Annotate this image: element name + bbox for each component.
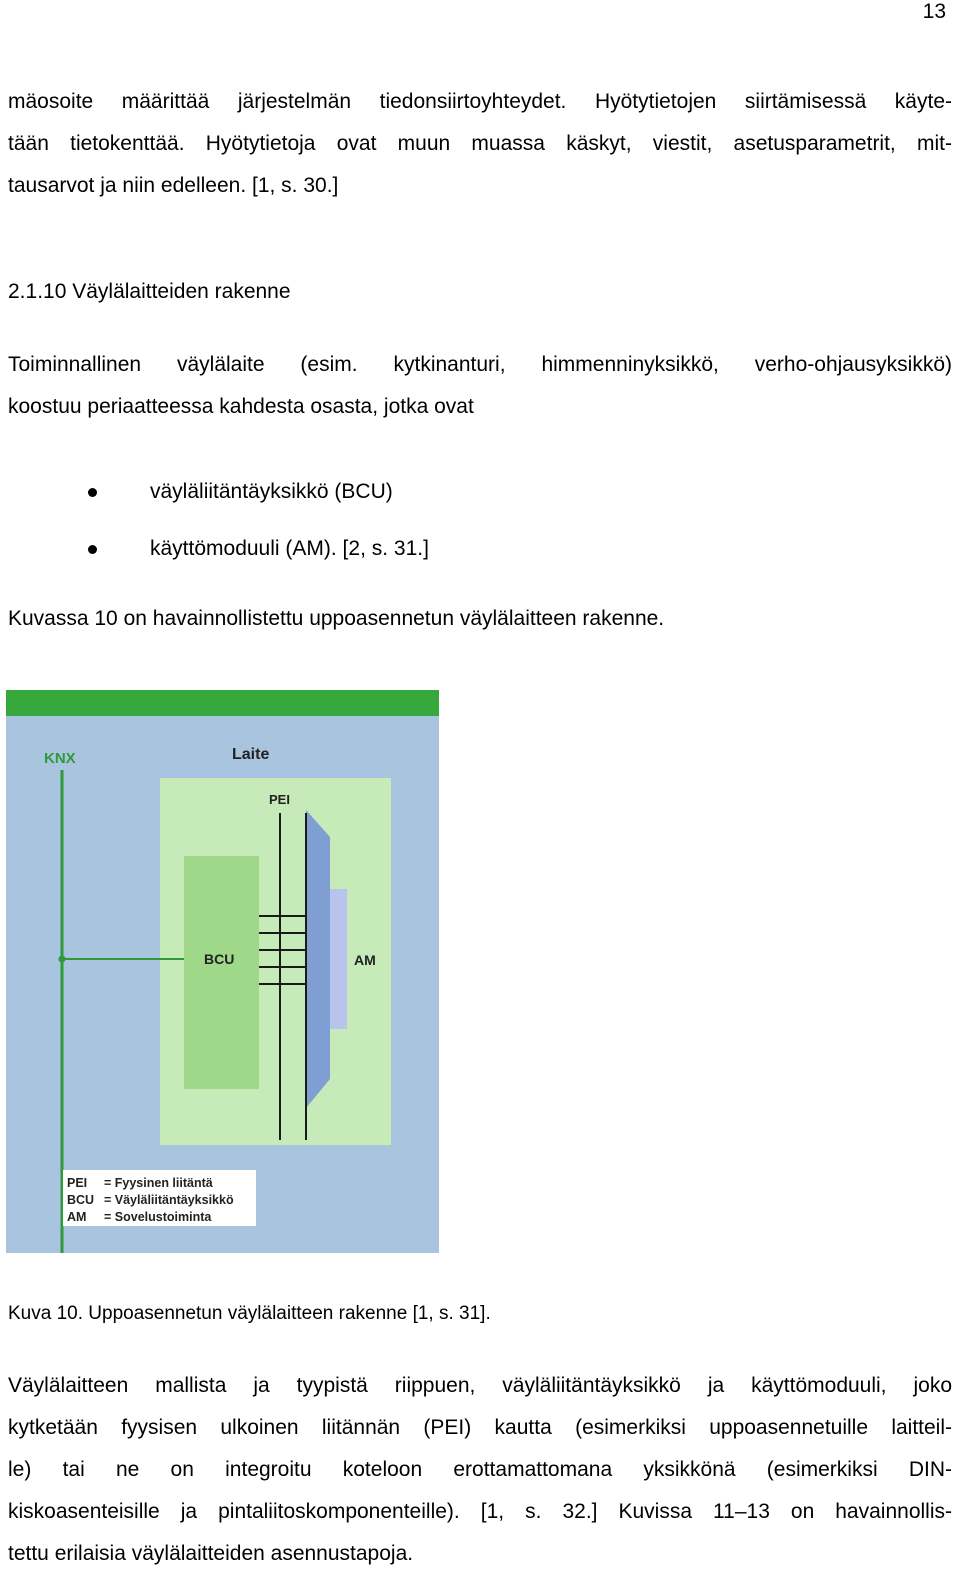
pei-label: PEI bbox=[269, 792, 290, 807]
bullet-item-1: väyläliitäntäyksikkö (BCU) bbox=[150, 480, 393, 503]
section-para-line-2: koostuu periaatteessa kahdesta osasta, jotka ovat bbox=[8, 395, 474, 418]
legend-abbr-bcu: BCU bbox=[67, 1193, 95, 1207]
section-heading: 2.1.10 Väylälaitteiden rakenne bbox=[8, 280, 291, 303]
legend-abbr-pei: PEI bbox=[67, 1176, 88, 1190]
figure-intro: Kuvassa 10 on havainnollistettu uppoasennetun väylälaitteen rakenne. bbox=[8, 607, 665, 630]
body-line-4: kiskoasenteisille ja pintaliitoskomponenteille). [1, s. 32.] Kuvissa 11–13 on havainnollis- bbox=[8, 1500, 952, 1523]
section-para-line-1: Toiminnallinen väylälaite (esim. kytkinanturi, himmenninyksikkö, verho-ohjausyksikkö) bbox=[8, 353, 952, 376]
bullet-item-2: käyttömoduuli (AM). [2, s. 31.] bbox=[150, 537, 429, 560]
am-panel bbox=[330, 889, 347, 1029]
legend-desc-am: = Sovelustoiminta bbox=[104, 1210, 212, 1224]
legend-desc-bcu: = Väyläliitäntäyksikkö bbox=[104, 1193, 234, 1207]
figure-caption: Kuva 10. Uppoasennetun väylälaitteen rakenne [1, s. 31]. bbox=[8, 1303, 491, 1324]
bcu-label: BCU bbox=[204, 951, 235, 967]
body-line-2: kytketään fyysisen ulkoinen liitännän (PEI) kautta (esimerkiksi uppoasennetuille laitteil- bbox=[8, 1416, 952, 1439]
page-number: 13 bbox=[922, 0, 946, 23]
intro-line-3: tausarvot ja niin edelleen. [1, s. 30.] bbox=[8, 174, 339, 197]
body-line-1: Väylälaitteen mallista ja tyypistä riippuen, väyläliitäntäyksikkö ja käyttömoduuli, joko bbox=[8, 1374, 952, 1397]
bus-device-structure-figure bbox=[6, 690, 439, 1253]
bullet-dot-1 bbox=[88, 488, 97, 497]
body-line-3: le) tai ne on integroitu koteloon erottamattomana yksikkönä (esimerkiksi DIN- bbox=[8, 1458, 952, 1481]
knx-label: KNX bbox=[44, 750, 76, 767]
body-line-5: tettu erilaisia väylälaitteiden asennustapoja. bbox=[8, 1542, 414, 1565]
am-label: AM bbox=[354, 952, 376, 968]
intro-line-1: mäosoite määrittää järjestelmän tiedonsiirtoyhteydet. Hyötytietojen siirtämisessä käyte- bbox=[8, 90, 952, 113]
device-label: Laite bbox=[232, 746, 270, 763]
bullet-dot-2 bbox=[88, 545, 97, 554]
intro-line-2: tään tietokenttää. Hyötytietoja ovat muun muassa käskyt, viestit, asetusparametrit, mit- bbox=[8, 132, 952, 155]
legend-abbr-am: AM bbox=[67, 1210, 87, 1224]
bcu-box bbox=[184, 856, 259, 1089]
am-trapezoid bbox=[306, 810, 330, 1108]
figure-diagram bbox=[6, 690, 439, 1253]
knx-node bbox=[59, 956, 66, 963]
figure-top-bar bbox=[6, 690, 439, 716]
legend-desc-pei: = Fyysinen liitäntä bbox=[104, 1176, 213, 1190]
